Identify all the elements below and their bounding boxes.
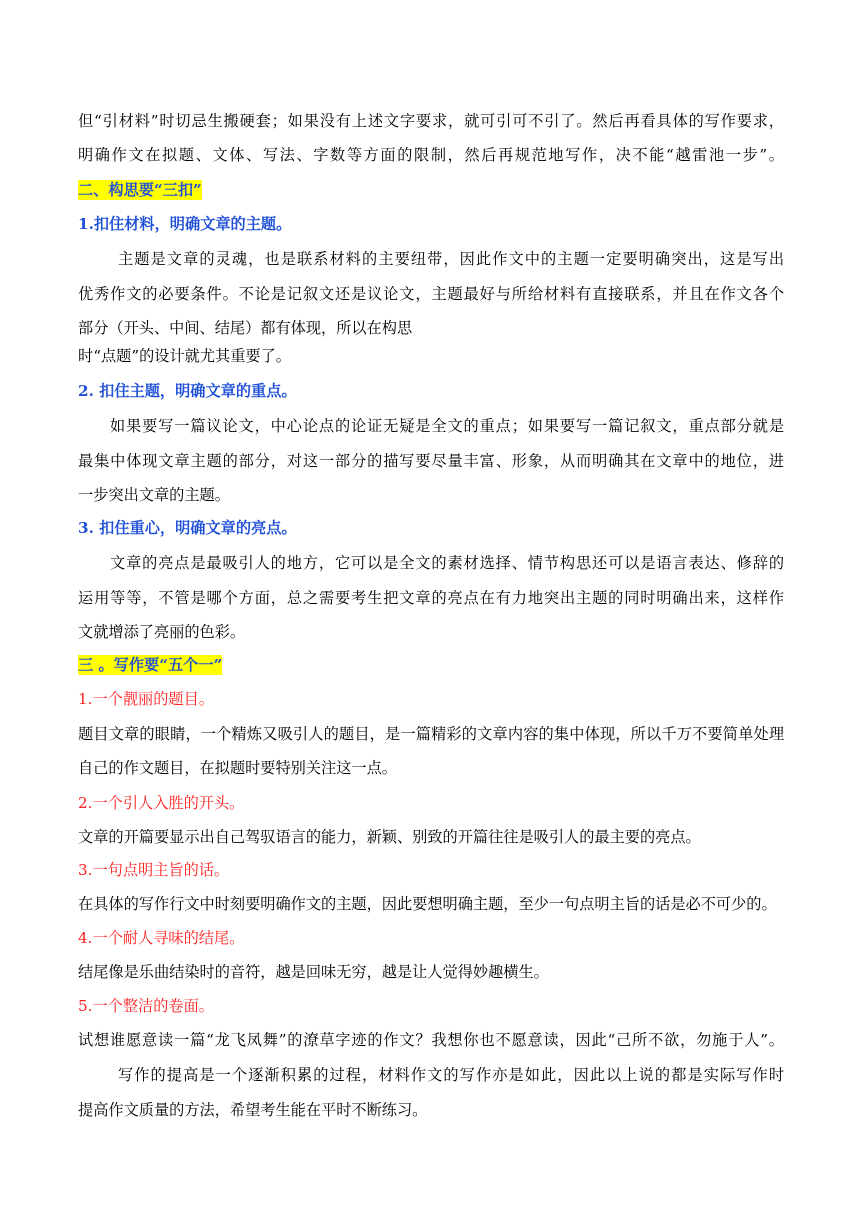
paragraph-line: 主题是文章的灵魂，也是联系材料的主要纽带，因此作文中的主题一定要明确突出，这是写出 [118,250,784,268]
subheading: 3. 扣住重心，明确文章的亮点。 [78,519,297,537]
subheading: 2. 扣住主题，明确文章的重点。 [78,382,297,400]
paragraph-line: 时“点题”的设计就尤其重要了。 [78,347,291,365]
subheading: 1.扣住材料，明确文章的主题。 [78,215,292,233]
paragraph-line: 提高作文质量的方法，希望考生能在平时不断练习。 [78,1101,428,1119]
paragraph-line: 自己的作文题目，在拟题时要特别关注这一点。 [78,759,397,777]
item-heading: 3.一句点明主旨的话。 [78,861,230,879]
paragraph-line: 运用等等，不管是哪个方面，总之需要考生把文章的亮点在有力地突出主题的同时明确出来，这样作 [78,589,784,607]
section-heading-text: 三 。写作要“五个一” [78,656,223,674]
paragraph-line: 一步突出文章的主题。 [78,486,230,504]
paragraph-line: 最集中体现文章主题的部分，对这一部分的描写要尽量丰富、形象，从而明确其在文章中的地位，进 [78,452,784,470]
paragraph-line: 在具体的写作行文中时刻要明确作文的主题，因此要想明确主题，至少一句点明主旨的话是必不可少的。 [78,895,777,913]
paragraph-line: 明确作文在拟题、文体、写法、字数等方面的限制，然后再规范地写作，决不能“越雷池一步”。 [78,146,784,164]
item-heading: 1.一个靓丽的题目。 [78,690,214,708]
item-heading: 5.一个整洁的卷面。 [78,997,214,1015]
section-heading-text: 二、构思要“三扣” [78,181,202,199]
section-heading [78,655,784,675]
paragraph-line: 文就增添了亮丽的色彩。 [78,623,246,641]
paragraph-line: 文章的开篇要显示出自己驾驭语言的能力，新颖、别致的开篇往往是吸引人的最主要的亮点。 [78,828,701,846]
paragraph-line: 部分（开头、中间、结尾）都有体现，所以在构思 [78,319,413,337]
paragraph-line: 优秀作文的必要条件。不论是记叙文还是议论文，主题最好与所给材料有直接联系，并且在作文各个 [78,285,784,303]
paragraph-line: 如果要写一篇议论文，中心论点的论证无疑是全文的重点；如果要写一篇记叙文，重点部分就是 [110,417,784,435]
item-heading: 2.一个引人入胜的开头。 [78,794,245,812]
paragraph-line: 写作的提高是一个逐渐积累的过程，材料作文的写作亦是如此，因此以上说的都是实际写作时 [118,1066,784,1084]
section-heading [78,180,784,200]
paragraph-line: 结尾像是乐曲结染时的音符，越是回味无穷，越是让人觉得妙趣横生。 [78,963,549,981]
paragraph-line: 但“引材料”时切忌生搬硬套；如果没有上述文字要求，就可引可不引了。然后再看具体的写作要求， [78,112,784,130]
item-heading: 4.一个耐人寻味的结尾。 [78,929,245,947]
paragraph-line: 文章的亮点是最吸引人的地方，它可以是全文的素材选择、情节构思还可以是语言表达、修辞的 [110,554,784,572]
paragraph-line: 试想谁愿意读一篇“龙飞凤舞”的潦草字迹的作文？我想你也不愿意读，因此“己所不欲，勿施于人”。 [78,1031,784,1049]
paragraph-line: 题目文章的眼睛，一个精炼又吸引人的题目，是一篇精彩的文章内容的集中体现，所以千万不要简单处理 [78,725,784,743]
